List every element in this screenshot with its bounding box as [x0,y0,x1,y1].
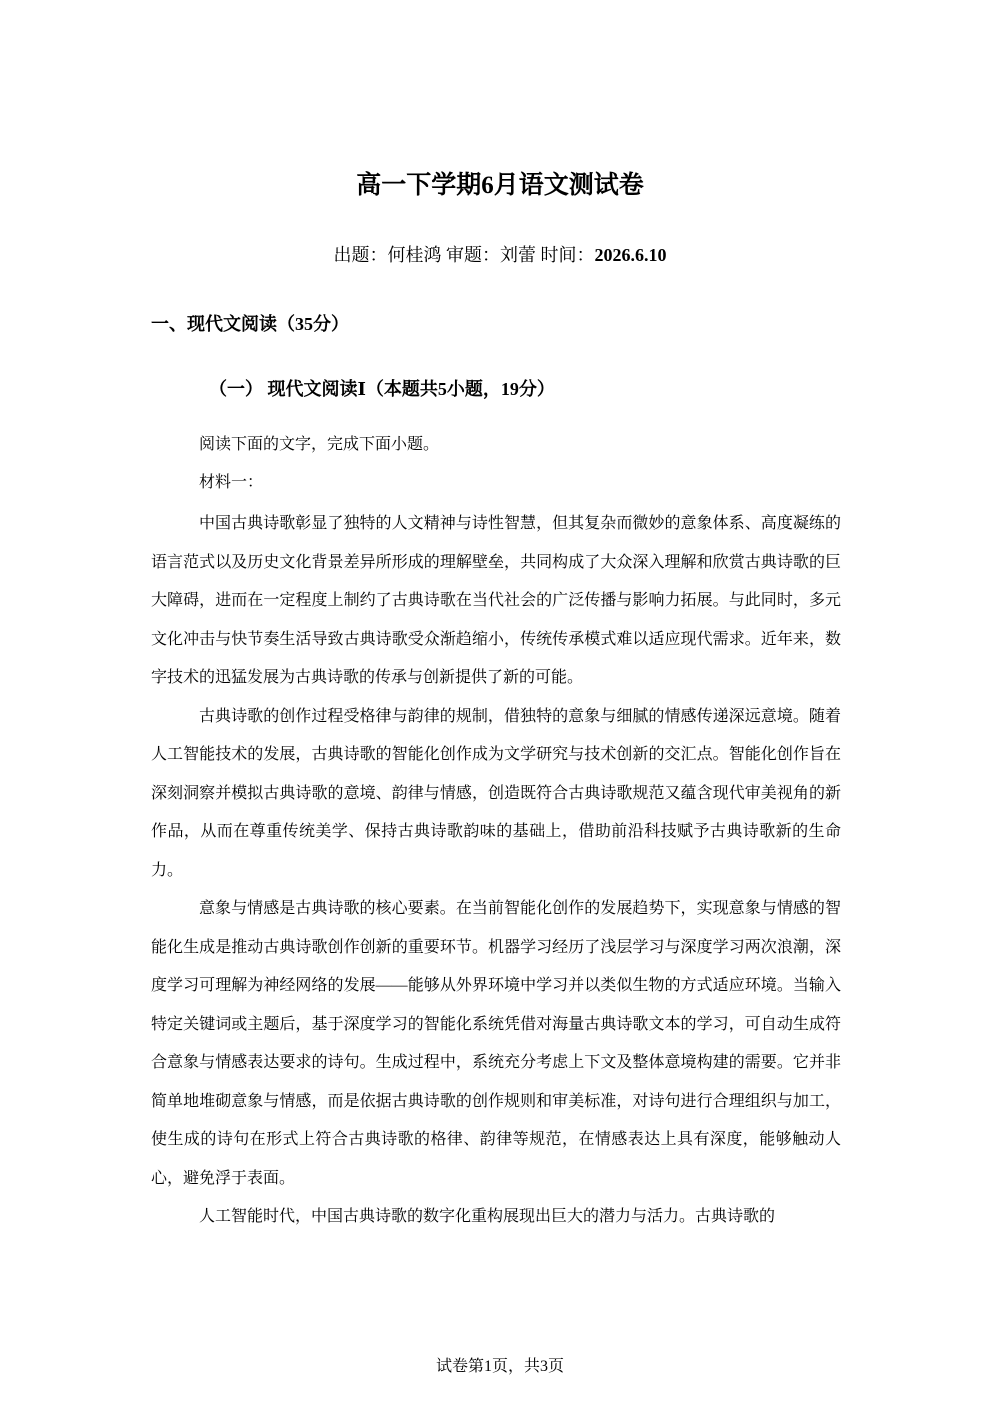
passage-body [151,505,841,1237]
passage-paragraph: 中国古典诗歌彰显了独特的人文精神与诗性智慧，但其复杂而微妙的意象体系、高度凝练的语言范式以及历史文化背景差异所形成的理解壁垒，共同构成了大众深入理解和欣赏古典诗歌的巨大障碍，进而在一定程度上制约了古典诗歌在当代社会的广泛传播与影响力拓展。与此同时，多元文化冲击与快节奏生活导致古典诗歌受众渐趋缩小，传统传承模式难以适应现代需求。近年来，数字技术的迅猛发展为古典诗歌的传承与创新提供了新的可能。 [151,515,841,686]
page-title: 高一下学期6月语文测试卷 [356,172,644,199]
byline [0,240,1000,270]
byline-date: 2026.6.10 [594,245,667,265]
subsection-heading: （一） 现代文阅读Ⅰ（本题共5小题，19分） [209,379,555,399]
section-heading: 一、现代文阅读（35分） [151,314,349,334]
passage-paragraph: 古典诗歌的创作过程受格律与韵律的规制，借独特的意象与细腻的情感传递深远意境。随着人工智能技术的发展，古典诗歌的智能化创作成为文学研究与技术创新的交汇点。智能化创作旨在深刻洞察并模拟古典诗歌的意境、韵律与情感，创造既符合古典诗歌规范又蕴含现代审美视角的新作品，从而在尊重传统美学、保持古典诗歌韵味的基础上，借助前沿科技赋予古典诗歌新的生命力。 [151,707,841,879]
passage-paragraph: 意象与情感是古典诗歌的核心要素。在当前智能化创作的发展趋势下，实现意象与情感的智能化生成是推动古典诗歌创作创新的重要环节。机器学习经历了浅层学习与深度学习两次浪潮，深度学习可理解为神经网络的发展——能够从外界环境中学习并以类似生物的方式适应环境。当输入特定关键词或主题后，基于深度学习的智能化系统凭借对海量古典诗歌文本的学习，可自动生成符合意象与情感表达要求的诗句。生成过程中，系统充分考虑上下文及整体意境构建的需要。它并非简单地堆砌意象与情感，而是依据古典诗歌的创作规则和审美标准，对诗句进行合理组织与加工，使生成的诗句在形式上符合古典诗歌的格律、韵律等规范，在情感表达上具有深度，能够触动人心，避免浮于表面。 [151,900,841,1187]
page-footer: 试卷第1页，共3页 [435,1358,564,1375]
byline-authors: 出题：何桂鸿 审题：刘蕾 时间： [333,245,595,265]
passage-paragraph: 人工智能时代，中国古典诗歌的数字化重构展现出巨大的潜力与活力。古典诗歌的 [199,1208,776,1225]
reading-instruction: 阅读下面的文字，完成下面小题。 [199,436,440,453]
material-label: 材料一： [199,474,264,491]
